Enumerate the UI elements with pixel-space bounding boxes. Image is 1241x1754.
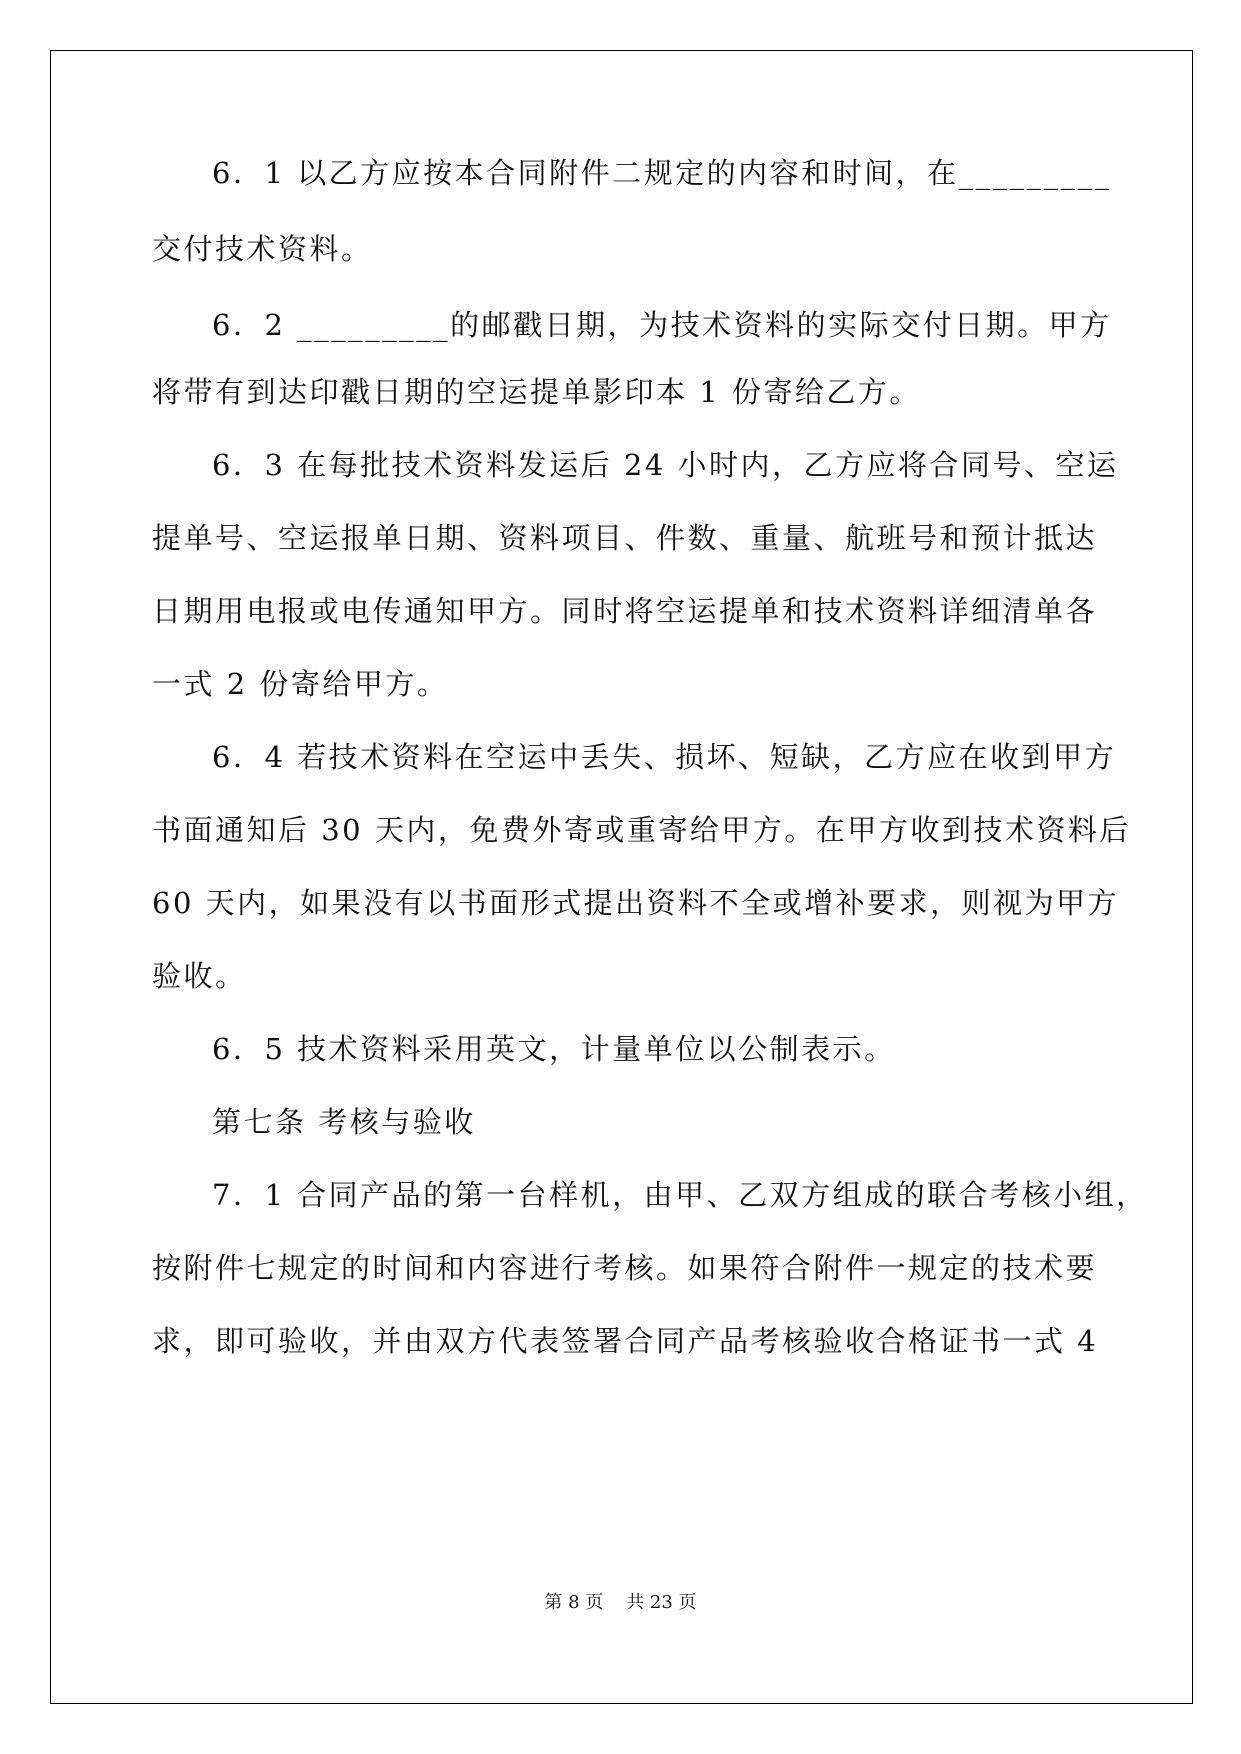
line-7-1-a: 7．1 合同产品的第一台样机，由甲、乙双方组成的联合考核小组， (212, 1178, 1148, 1212)
line-6-4-a: 6．4 若技术资料在空运中丢失、损坏、短缺，乙方应在收到甲方 (212, 740, 1117, 774)
line-6-1-b: 交付技术资料。 (152, 232, 373, 266)
section-heading-article-7: 第七条 考核与验收 (212, 1105, 476, 1139)
line-7-1-b: 按附件七规定的时间和内容进行考核。如果符合附件一规定的技术要 (152, 1251, 1098, 1285)
line-6-4-b: 书面通知后 30 天内，免费外寄或重寄给甲方。在甲方收到技术资料后 (152, 813, 1131, 847)
line-6-3-b: 提单号、空运报单日期、资料项目、件数、重量、航班号和预计抵达 (152, 521, 1098, 555)
line-6-2-a: 6．2 _________的邮戳日期，为技术资料的实际交付日期。甲方 (212, 308, 1112, 342)
line-7-1-c: 求，即可验收，并由双方代表签署合同产品考核验收合格证书一式 4 (152, 1324, 1099, 1358)
page-number-footer: 第 8 页 共 23 页 (544, 1592, 697, 1613)
line-6-2-b: 将带有到达印戳日期的空运提单影印本 1 份寄给乙方。 (152, 375, 921, 409)
line-6-1-a: 6．1 以乙方应按本合同附件二规定的内容和时间，在_________ (212, 156, 1112, 190)
line-6-3-c: 日期用电报或电传通知甲方。同时将空运提单和技术资料详细清单各 (152, 594, 1098, 628)
line-6-4-d: 验收。 (152, 959, 247, 993)
page-border (50, 50, 1193, 1704)
line-6-3-a: 6．3 在每批技术资料发运后 24 小时内，乙方应将合同号、空运 (212, 448, 1119, 482)
line-6-4-c: 60 天内，如果没有以书面形式提出资料不全或增补要求，则视为甲方 (152, 886, 1120, 920)
line-6-3-d: 一式 2 份寄给甲方。 (152, 667, 449, 701)
line-6-5: 6．5 技术资料采用英文，计量单位以公制表示。 (212, 1032, 896, 1066)
